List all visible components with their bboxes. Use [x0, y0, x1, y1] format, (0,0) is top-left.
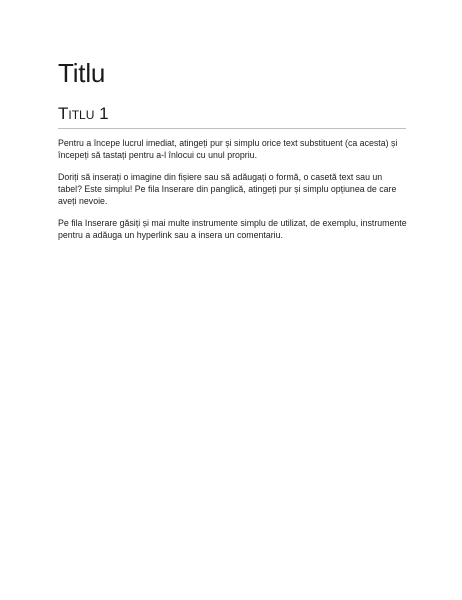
paragraph-2[interactable]: Doriți să inserați o imagine din fișiere sau să adăugați o formă, o casetă text sau un tabel? Este simplu! Pe fila Inserare din panglică, atingeți pur și simplu opțiunea de care aveți nevoie.: [58, 172, 397, 206]
paragraph-3[interactable]: Pe fila Inserare găsiți și mai multe instrumente simplu de utilizat, de exemplu, instrumente pentru a adăuga un hyperlink sau a insera un comentariu.: [58, 218, 407, 240]
heading-1-block: [58, 104, 406, 129]
paragraph-1[interactable]: Pentru a începe lucrul imediat, atingeți pur și simplu orice text substituent (ca acesta) și începeți să tastați pentru a-l înlocui cu unul propriu.: [58, 138, 398, 160]
heading-1[interactable]: Titlu 1: [58, 104, 109, 123]
body-text: [58, 137, 408, 241]
document-title[interactable]: Titlu: [58, 58, 106, 88]
